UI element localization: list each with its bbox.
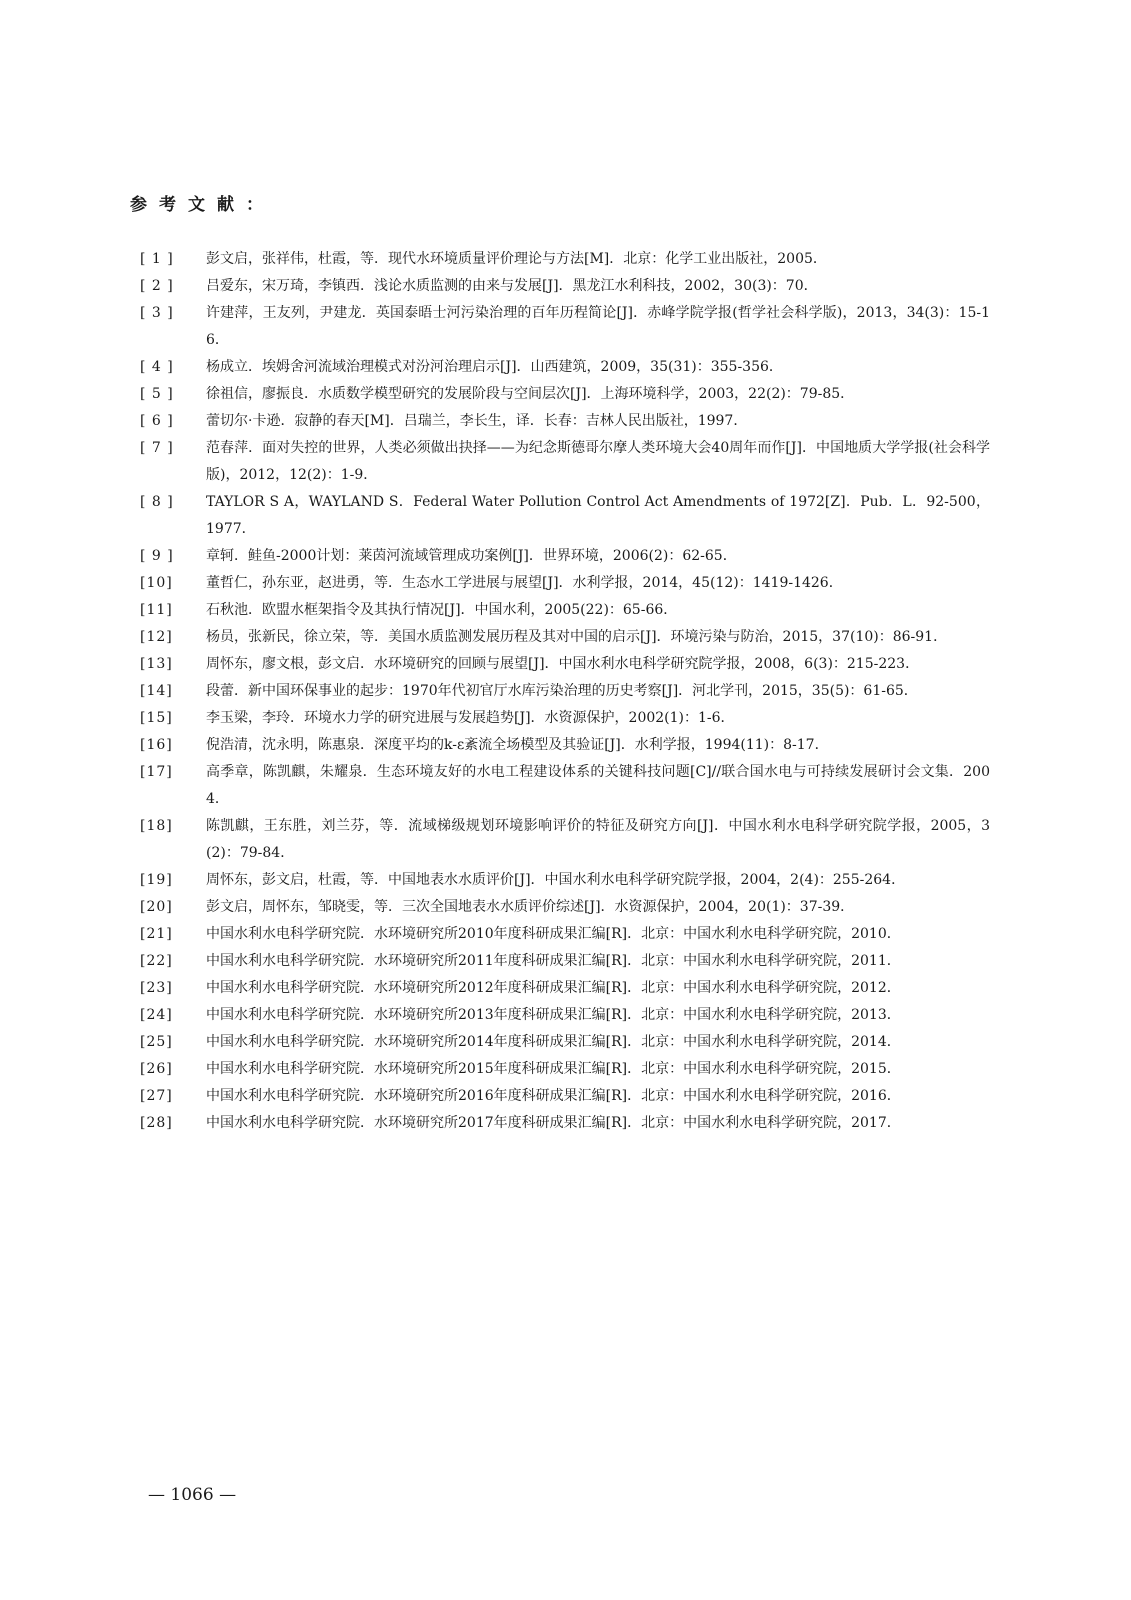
reference-number: [18] xyxy=(140,818,173,834)
reference-item xyxy=(140,1002,990,1029)
reference-number: [21] xyxy=(140,926,173,942)
reference-item xyxy=(140,435,990,489)
reference-number: [23] xyxy=(140,980,173,996)
reference-item xyxy=(140,867,990,894)
reference-number: [11] xyxy=(140,602,173,618)
reference-item xyxy=(140,408,990,435)
reference-item xyxy=(140,948,990,975)
reference-item xyxy=(140,246,990,273)
reference-item xyxy=(140,705,990,732)
reference-text: 高季章，陈凯麒，朱耀泉．生态环境友好的水电工程建设体系的关键科技问题[C]//联合国水电与可持续发展研讨会文集．2004． xyxy=(206,764,990,807)
reference-text: 陈凯麒，王东胜，刘兰芬，等．流域梯级规划环境影响评价的特征及研究方向[J]．中国水利水电科学研究院学报，2005，3(2)：79-84． xyxy=(206,818,990,861)
reference-item xyxy=(140,489,990,543)
reference-number: [ 6 ] xyxy=(140,413,174,429)
reference-item xyxy=(140,570,990,597)
reference-number: [ 3 ] xyxy=(140,305,174,321)
reference-number: [25] xyxy=(140,1034,173,1050)
reference-number: [13] xyxy=(140,656,173,672)
reference-item xyxy=(140,381,990,408)
reference-text: 中国水利水电科学研究院．水环境研究所2011年度科研成果汇编[R]．北京：中国水利水电科学研究院，2011． xyxy=(206,953,901,969)
reference-number: [19] xyxy=(140,872,173,888)
reference-item xyxy=(140,1029,990,1056)
reference-item xyxy=(140,273,990,300)
reference-number: [17] xyxy=(140,764,173,780)
reference-number: [26] xyxy=(140,1061,173,1077)
reference-text: 彭文启，周怀东，邹晓雯，等．三次全国地表水水质评价综述[J]．水资源保护，2004，20(1)：37-39． xyxy=(206,899,855,915)
reference-number: [27] xyxy=(140,1088,173,1104)
reference-item xyxy=(140,300,990,354)
reference-text: 徐祖信，廖振良．水质数学模型研究的发展阶段与空间层次[J]．上海环境科学，2003，22(2)：79-85． xyxy=(206,386,855,402)
reference-number: [ 1 ] xyxy=(140,251,174,267)
reference-number: [24] xyxy=(140,1007,173,1023)
reference-number: [16] xyxy=(140,737,173,753)
reference-text: 段蕾．新中国环保事业的起步：1970年代初官厅水库污染治理的历史考察[J]．河北学刊，2015，35(5)：61-65． xyxy=(206,683,918,699)
reference-text: 周怀东，廖文根，彭文启．水环境研究的回顾与展望[J]．中国水利水电科学研究院学报，2008，6(3)：215-223． xyxy=(206,656,920,672)
reference-number: [ 7 ] xyxy=(140,440,174,456)
reference-number: [28] xyxy=(140,1115,173,1131)
reference-number: [14] xyxy=(140,683,173,699)
reference-number: [ 8 ] xyxy=(140,494,174,510)
reference-item xyxy=(140,651,990,678)
reference-text: 董哲仁，孙东亚，赵进勇，等．生态水工学进展与展望[J]．水利学报，2014，45(12)：1419-1426． xyxy=(206,575,843,591)
reference-item xyxy=(140,1056,990,1083)
reference-item xyxy=(140,543,990,570)
reference-number: [ 4 ] xyxy=(140,359,174,375)
reference-item xyxy=(140,597,990,624)
reference-item xyxy=(140,1110,990,1137)
reference-text: 中国水利水电科学研究院．水环境研究所2017年度科研成果汇编[R]．北京：中国水利水电科学研究院，2017． xyxy=(206,1115,901,1131)
reference-text: 李玉梁，李玲．环境水力学的研究进展与发展趋势[J]．水资源保护，2002(1)：1-6． xyxy=(206,710,735,726)
reference-item xyxy=(140,894,990,921)
reference-number: [ 9 ] xyxy=(140,548,174,564)
reference-text: TAYLOR S A，WAYLAND S．Federal Water Pollution Control Act Amendments of 1972[Z]．Pub．L．92-500，1977． xyxy=(206,494,990,537)
reference-text: 石秋池．欧盟水框架指令及其执行情况[J]．中国水利，2005(22)：65-66． xyxy=(206,602,678,618)
reference-number: [20] xyxy=(140,899,173,915)
reference-text: 杨成立．埃姆舍河流域治理模式对汾河治理启示[J]．山西建筑，2009，35(31)：355-356． xyxy=(206,359,783,375)
reference-text: 中国水利水电科学研究院．水环境研究所2010年度科研成果汇编[R]．北京：中国水利水电科学研究院，2010． xyxy=(206,926,901,942)
reference-item xyxy=(140,732,990,759)
reference-item xyxy=(140,354,990,381)
reference-text: 中国水利水电科学研究院．水环境研究所2015年度科研成果汇编[R]．北京：中国水利水电科学研究院，2015． xyxy=(206,1061,901,1077)
references-heading: 参考文献： xyxy=(130,195,275,215)
reference-text: 杨员，张新民，徐立荣，等．美国水质监测发展历程及其对中国的启示[J]．环境污染与防治，2015，37(10)：86-91． xyxy=(206,629,948,645)
reference-number: [ 2 ] xyxy=(140,278,174,294)
reference-text: 彭文启，张祥伟，杜霞，等．现代水环境质量评价理论与方法[M]．北京：化学工业出版社，2005． xyxy=(206,251,827,267)
reference-item xyxy=(140,813,990,867)
reference-number: [12] xyxy=(140,629,173,645)
reference-number: [15] xyxy=(140,710,173,726)
reference-item xyxy=(140,1083,990,1110)
reference-item xyxy=(140,975,990,1002)
reference-text: 中国水利水电科学研究院．水环境研究所2012年度科研成果汇编[R]．北京：中国水利水电科学研究院，2012． xyxy=(206,980,901,996)
reference-item xyxy=(140,624,990,651)
reference-item xyxy=(140,678,990,705)
reference-text: 倪浩清，沈永明，陈惠泉．深度平均的k-ε紊流全场模型及其验证[J]．水利学报，1994(11)：8-17． xyxy=(206,737,829,753)
reference-text: 许建萍，王友列，尹建龙．英国泰晤士河污染治理的百年历程简论[J]．赤峰学院学报(哲学社会科学版)，2013，34(3)：15-16． xyxy=(206,305,990,348)
page-number: — 1066 — xyxy=(148,1485,237,1505)
reference-number: [22] xyxy=(140,953,173,969)
reference-text: 中国水利水电科学研究院．水环境研究所2014年度科研成果汇编[R]．北京：中国水利水电科学研究院，2014． xyxy=(206,1034,901,1050)
reference-text: 中国水利水电科学研究院．水环境研究所2016年度科研成果汇编[R]．北京：中国水利水电科学研究院，2016． xyxy=(206,1088,901,1104)
reference-text: 蕾切尔·卡逊．寂静的春天[M]．吕瑞兰，李长生，译．长春：吉林人民出版社，1997． xyxy=(206,413,748,429)
reference-item xyxy=(140,921,990,948)
reference-text: 中国水利水电科学研究院．水环境研究所2013年度科研成果汇编[R]．北京：中国水利水电科学研究院，2013． xyxy=(206,1007,901,1023)
reference-number: [ 5 ] xyxy=(140,386,174,402)
reference-text: 吕爱东，宋万琦，李镇西．浅论水质监测的由来与发展[J]．黑龙江水利科技，2002，30(3)：70． xyxy=(206,278,818,294)
reference-text: 范春萍．面对失控的世界，人类必须做出抉择——为纪念斯德哥尔摩人类环境大会40周年而作[J]．中国地质大学学报(社会科学版)，2012，12(2)：1-9． xyxy=(206,440,990,483)
reference-item xyxy=(140,759,990,813)
reference-text: 周怀东，彭文启，杜霞，等．中国地表水水质评价[J]．中国水利水电科学研究院学报，2004，2(4)：255-264． xyxy=(206,872,906,888)
reference-number: [10] xyxy=(140,575,173,591)
reference-text: 章轲．鲑鱼-2000计划：莱茵河流域管理成功案例[J]．世界环境，2006(2)：62-65． xyxy=(206,548,737,564)
reference-list xyxy=(140,246,990,1137)
